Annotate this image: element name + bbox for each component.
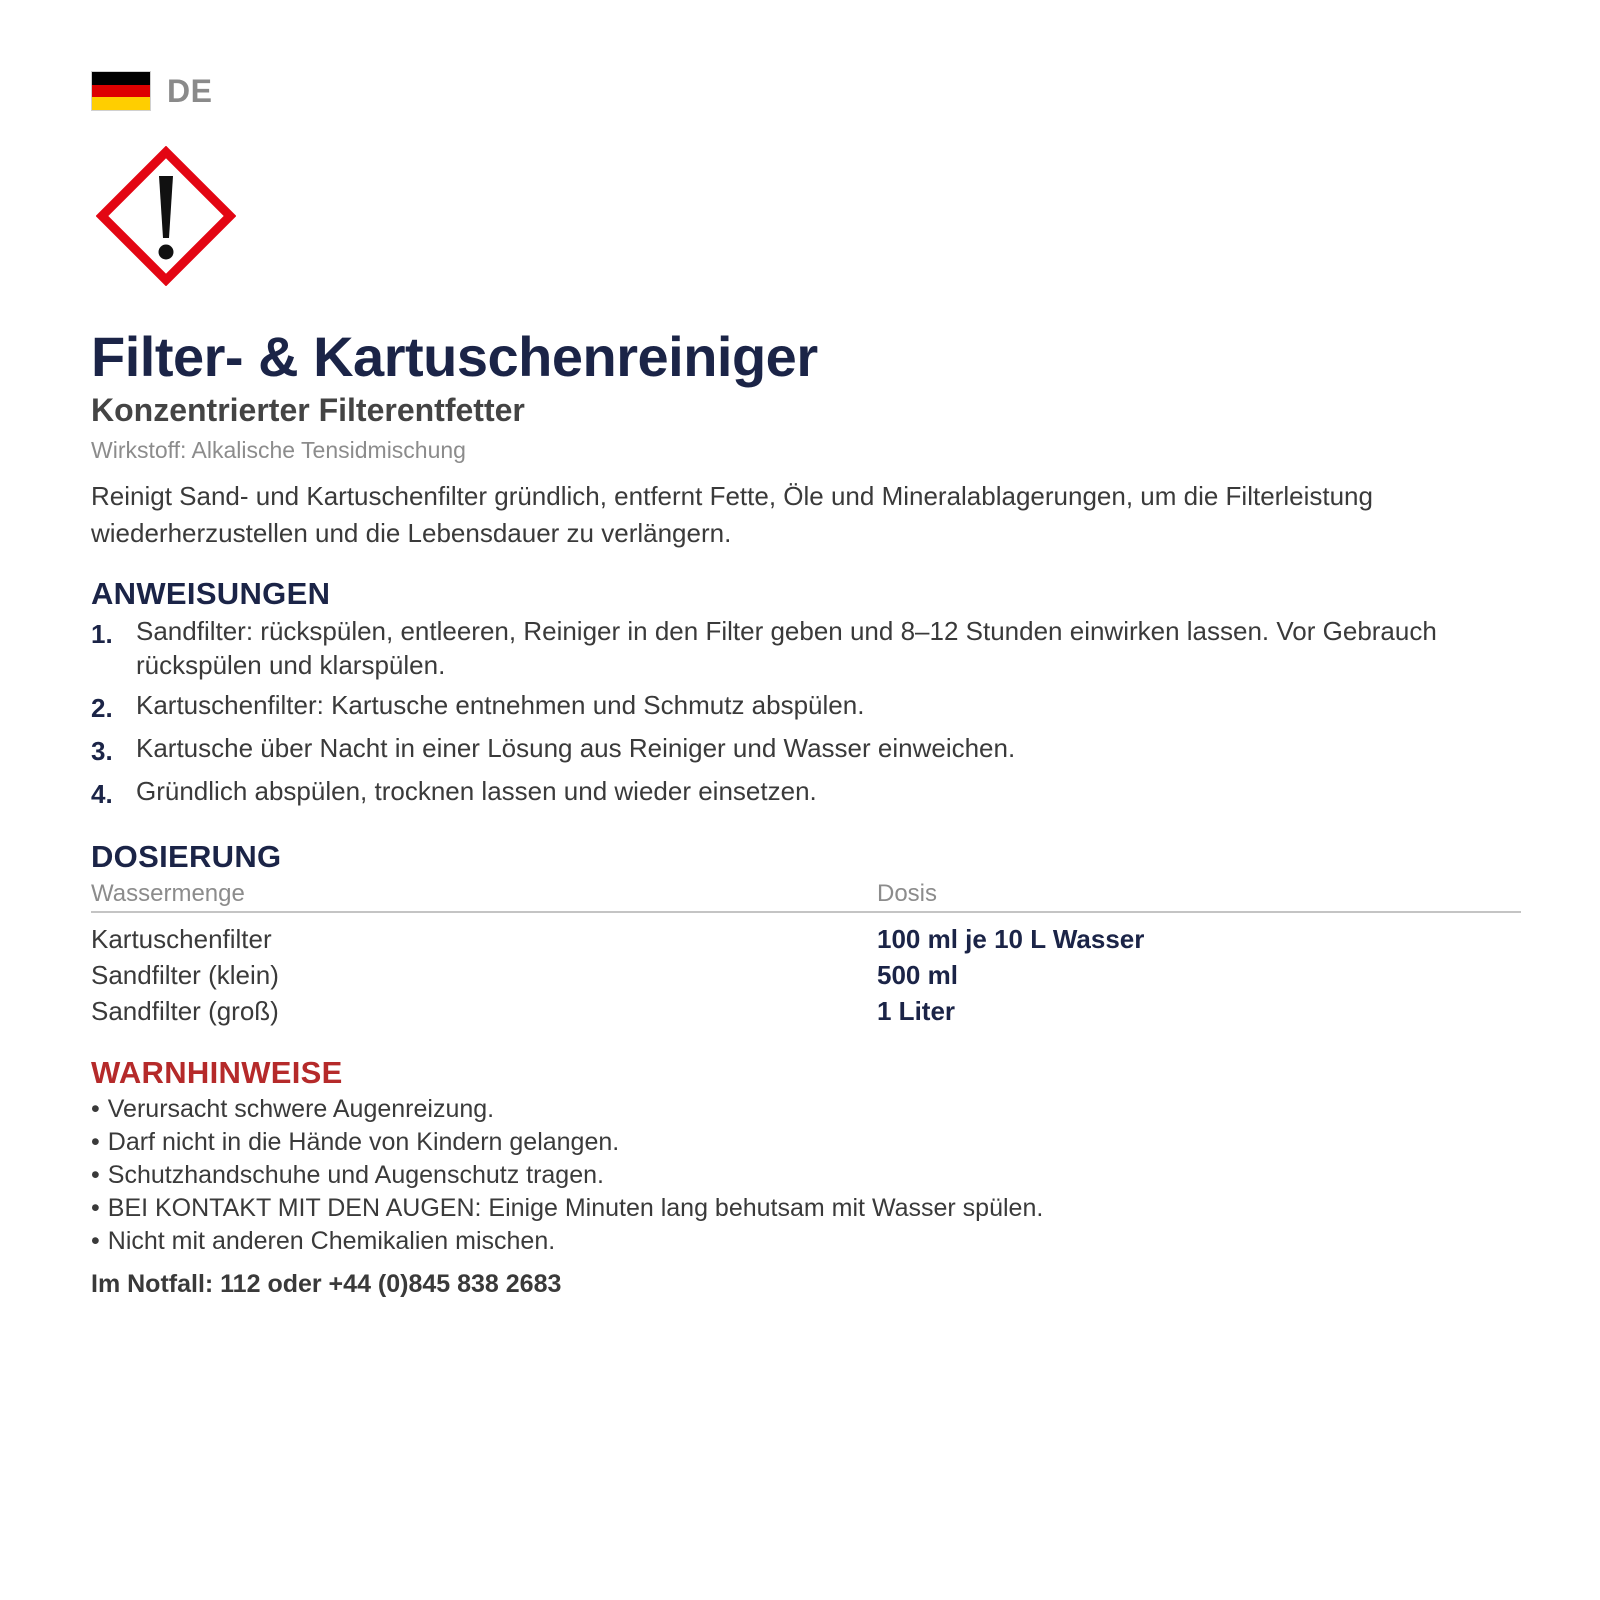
list-item: • BEI KONTAKT MIT DEN AUGEN: Einige Minuten lang behutsam mit Wasser spülen. [91,1192,1521,1225]
table-row [91,957,1521,993]
product-subtitle: Konzentrierter Filterentfetter [91,392,525,428]
list-item: • Darf nicht in die Hände von Kindern gelangen. [91,1126,1521,1159]
water-amount-cell: Sandfilter (groß) [91,996,279,1026]
step-number: 4. [91,779,113,809]
warnings-list [91,1093,1521,1258]
flag-band-red [92,85,150,98]
dose-cell: 1 Liter [877,996,956,1026]
product-title: Filter- & Kartuschenreiniger [91,325,818,388]
dose-cell: 500 ml [877,960,958,990]
dosage-header-row [91,877,1521,912]
step-text: Kartusche über Nacht in einer Lösung aus Reiniger und Wasser einweichen. [136,733,1016,763]
step-text: Kartuschenfilter: Kartusche entnehmen und Schmutz abspülen. [136,690,865,720]
instruction-step [91,688,1521,725]
column-header-water: Wassermenge [91,877,877,912]
emergency-contact: Im Notfall: 112 oder +44 (0)845 838 2683 [91,1270,562,1298]
step-number: 2. [91,693,113,723]
warnings-heading: WARNHINWEISE [91,1055,343,1090]
step-text: Gründlich abspülen, trocknen lassen und wieder einsetzen. [136,776,817,806]
instructions-heading: ANWEISUNGEN [91,576,331,611]
list-item: • Verursacht schwere Augenreizung. [91,1093,1521,1126]
flag-band-black [92,72,150,85]
list-item: • Schutzhandschuhe und Augenschutz tragen. [91,1159,1521,1192]
step-number: 3. [91,736,113,766]
dosage-table [91,877,1521,1029]
table-row [91,912,1521,957]
instructions-list [91,614,1521,811]
flag-band-gold [92,97,150,110]
germany-flag-icon [91,71,151,111]
language-code: DE [167,72,213,109]
language-row [91,70,1521,112]
step-number: 1. [91,619,113,649]
instruction-step [91,731,1521,768]
instruction-step [91,614,1521,682]
label-page [91,70,1521,1301]
dose-cell: 100 ml je 10 L Wasser [877,924,1145,954]
product-description: Reinigt Sand- und Kartuschenfilter gründlich, entfernt Fette, Öle und Mineralablagerungen, um die Filterleistung wiederherzustellen und die Lebensdauer zu verlängern. [91,481,1373,548]
active-ingredient: Wirkstoff: Alkalische Tensidmischung [91,437,466,463]
water-amount-cell: Kartuschenfilter [91,924,272,954]
dosage-heading: DOSIERUNG [91,839,282,874]
list-item: • Nicht mit anderen Chemikalien mischen. [91,1225,1521,1258]
step-text: Sandfilter: rückspülen, entleeren, Reiniger in den Filter geben und 8–12 Stunden einwirken lassen. Vor Gebrauch rückspülen und klarspülen. [136,616,1437,680]
table-row [91,993,1521,1029]
instruction-step [91,774,1521,811]
exclamation-mark-hazard-icon [96,146,236,286]
water-amount-cell: Sandfilter (klein) [91,960,279,990]
column-header-dose: Dosis [877,877,1521,912]
